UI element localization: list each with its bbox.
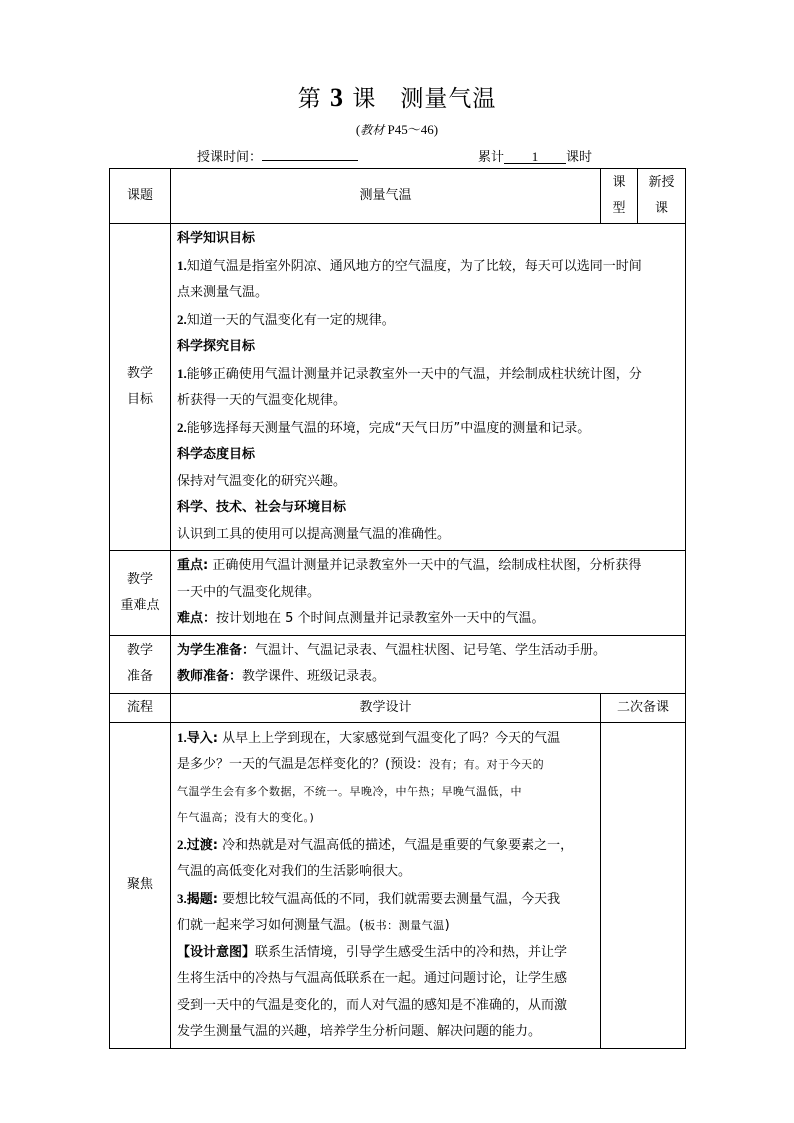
topic-reveal-step-line2 [177,913,594,940]
cumulative-label: 累计 [478,150,505,165]
topic-reveal-step-line2-text: 们就一起来学习如何测量气温。( [177,918,365,933]
title-prefix: 第 [297,86,322,112]
goals-content [171,224,686,551]
lesson-plan-table [109,168,686,1049]
key-points-label-line1: 教学 [126,571,153,587]
knowledge-goal-2-num: 2. [177,311,187,327]
student-preparation [177,638,679,665]
topic-reveal-step-num: 3. [177,890,187,906]
inquiry-goal-1-text: 能够正确使用气温计测量并记录教室外一天中的气温，并绘制成柱状统计图，分 [186,366,642,382]
intro-step-preset-2: 气温学生会有多个数据，不统一。早晚冷，中午热；早晚气温低，中 [177,784,522,798]
key-points-label-line2: 重难点 [120,597,160,613]
type-label-line2: 型 [612,201,626,216]
goals-label [110,224,171,551]
preparation-label [110,635,171,693]
knowledge-goal-2 [177,307,679,335]
textbook-label: 教材 [360,123,385,137]
goals-label-line1: 教学 [126,366,153,381]
inquiry-goal-2-text: 能够选择每天测量气温的环境，完成“天气日历”中温度的测量和记录。 [186,420,591,436]
student-preparation-text: 气温计、气温记录表、气温柱状图、记号笔、学生活动手册。 [255,642,607,658]
teacher-preparation-label: 教师准备： [177,669,243,684]
hours-label: 课时 [566,150,593,165]
topic-reveal-step-label: 揭题: [186,891,218,907]
design-intent-label: 【设计意图】 [177,944,256,960]
design-intent-line3: 受到一天中的气温是变化的，而人对气温的感知是不准确的，从而激 [177,997,568,1013]
stse-goal-heading: 科学、技术、社会与环境目标 [177,500,347,515]
preparation-label-line1: 教学 [126,643,153,658]
knowledge-goal-1 [177,253,679,281]
attitude-goal-1: 保持对气温变化的研究兴趣。 [177,473,347,489]
knowledge-goal-1-text: 知道气温是指室外阴凉、通风地方的空气温度，为了比较，每天可以选同一时间 [186,258,642,274]
type-value [638,169,686,224]
type-label [601,169,638,224]
intro-step-preset-1: 没有；有。对于今天的 [429,758,545,771]
stse-goal-1: 认识到工具的使用可以提高测量气温的准确性。 [177,526,451,542]
difficult-point-text: 按计划地在 5 个时间点测量并记录教室外一天中的气温。 [216,611,545,626]
inquiry-goal-1 [177,361,679,389]
second-prep-header: 二次备课 [601,693,686,722]
intro-step-text: 从早上上学到现在，大家感觉到气温变化了吗？今天的气温 [217,730,561,746]
type-value-line1: 新授 [648,175,675,190]
design-intent-line2: 生将生活中的冷热与气温高低联系在一起。通过问题讨论，让学生感 [177,971,568,986]
blackboard-note-close: ) [444,918,450,933]
focus-point-cont: 一天中的气温变化规律。 [177,584,321,600]
design-header: 教学设计 [171,693,601,722]
key-points-label [110,551,171,636]
textbook-pages: P45～46) [384,122,439,137]
preparation-label-line2: 准备 [126,669,153,684]
intro-step-line2 [177,752,594,779]
teaching-time-label: 授课时间： [197,150,263,165]
flow-header: 流程 [110,693,171,722]
intro-step [177,725,594,753]
inquiry-goal-heading: 科学探究目标 [177,339,256,354]
focus-phase-content [171,722,601,1048]
cumulative-value: 1 [504,149,566,164]
focus-point [177,553,679,580]
inquiry-goal-1-num: 1. [177,365,187,381]
topic-value: 测量气温 [171,169,601,224]
focus-point-label: 重点: [177,558,209,573]
design-intent-line4: 发学生测量气温的兴趣，培养学生分析问题、解决问题的能力。 [177,1024,542,1039]
student-preparation-label: 为学生准备： [177,642,256,658]
transition-step-num: 2. [177,836,187,852]
blackboard-note: 板书：测量气温 [364,919,445,932]
inquiry-goal-2-num: 2. [177,419,187,435]
intro-step-label: 导入: [186,730,218,746]
page-title [0,80,794,113]
teaching-time [197,146,358,165]
design-intent-text: 联系生活情境，引导学生感受生活中的冷和热，并让学 [255,944,568,960]
key-points-content [171,551,686,636]
knowledge-goal-heading: 科学知识目标 [177,231,256,246]
phase-label: 聚焦 [110,722,171,1048]
focus-point-text: 正确使用气温计测量并记录教室外一天中的气温，绘制成柱状图，分析获得 [208,558,642,573]
transition-step [177,832,594,860]
goals-label-line2: 目标 [126,392,153,407]
transition-step-label: 过渡: [186,837,218,853]
goals-row [110,224,686,551]
knowledge-goal-1-cont: 点来测量气温。 [177,285,269,300]
topic-row [110,169,686,224]
knowledge-goal-2-text: 知道一天的气温变化有一定的规律。 [186,312,395,328]
difficult-point-label: 难点： [177,611,217,626]
design-intent [177,940,594,967]
intro-step-preset-3: 午气温高；没有大的变化。) [177,811,315,824]
difficult-point [177,606,679,633]
inquiry-goal-1-cont: 析获得一天的气温变化规律。 [177,393,347,408]
textbook-reference [0,119,794,138]
teacher-preparation [177,664,679,691]
transition-step-text: 冷和热就是对气温高低的描述，气温是重要的气象要素之一， [217,837,574,853]
key-points-row [110,551,686,636]
focus-phase-row [110,722,686,1048]
teaching-time-blank [262,146,358,161]
title-suffix: 课 [352,86,377,112]
preparation-row [110,635,686,693]
knowledge-goal-1-num: 1. [177,257,187,273]
inquiry-goal-2 [177,415,679,443]
type-value-line2: 课 [654,201,668,216]
title-name: 测量气温 [400,86,497,112]
design-header-row [110,693,686,722]
topic-reveal-step-text: 要想比较气温高低的不同，我们就需要去测量气温，今天我 [217,891,561,907]
intro-step-line2-text: 是多少？一天的气温是怎样变化的？(预设： [177,757,430,772]
topic-reveal-step [177,886,594,914]
intro-step-num: 1. [177,729,187,745]
teacher-preparation-text: 教学课件、班级记录表。 [242,669,386,684]
textbook-open: ( [355,122,361,137]
transition-step-line2: 气温的高低变化对我们的生活影响很大。 [177,864,412,879]
title-number: 3 [330,83,344,112]
cumulative-hours [478,146,592,165]
attitude-goal-heading: 科学态度目标 [177,447,256,462]
type-label-line1: 课 [612,175,626,190]
preparation-content [171,635,686,693]
second-prep-cell [601,722,686,1048]
topic-label: 课题 [110,169,171,224]
